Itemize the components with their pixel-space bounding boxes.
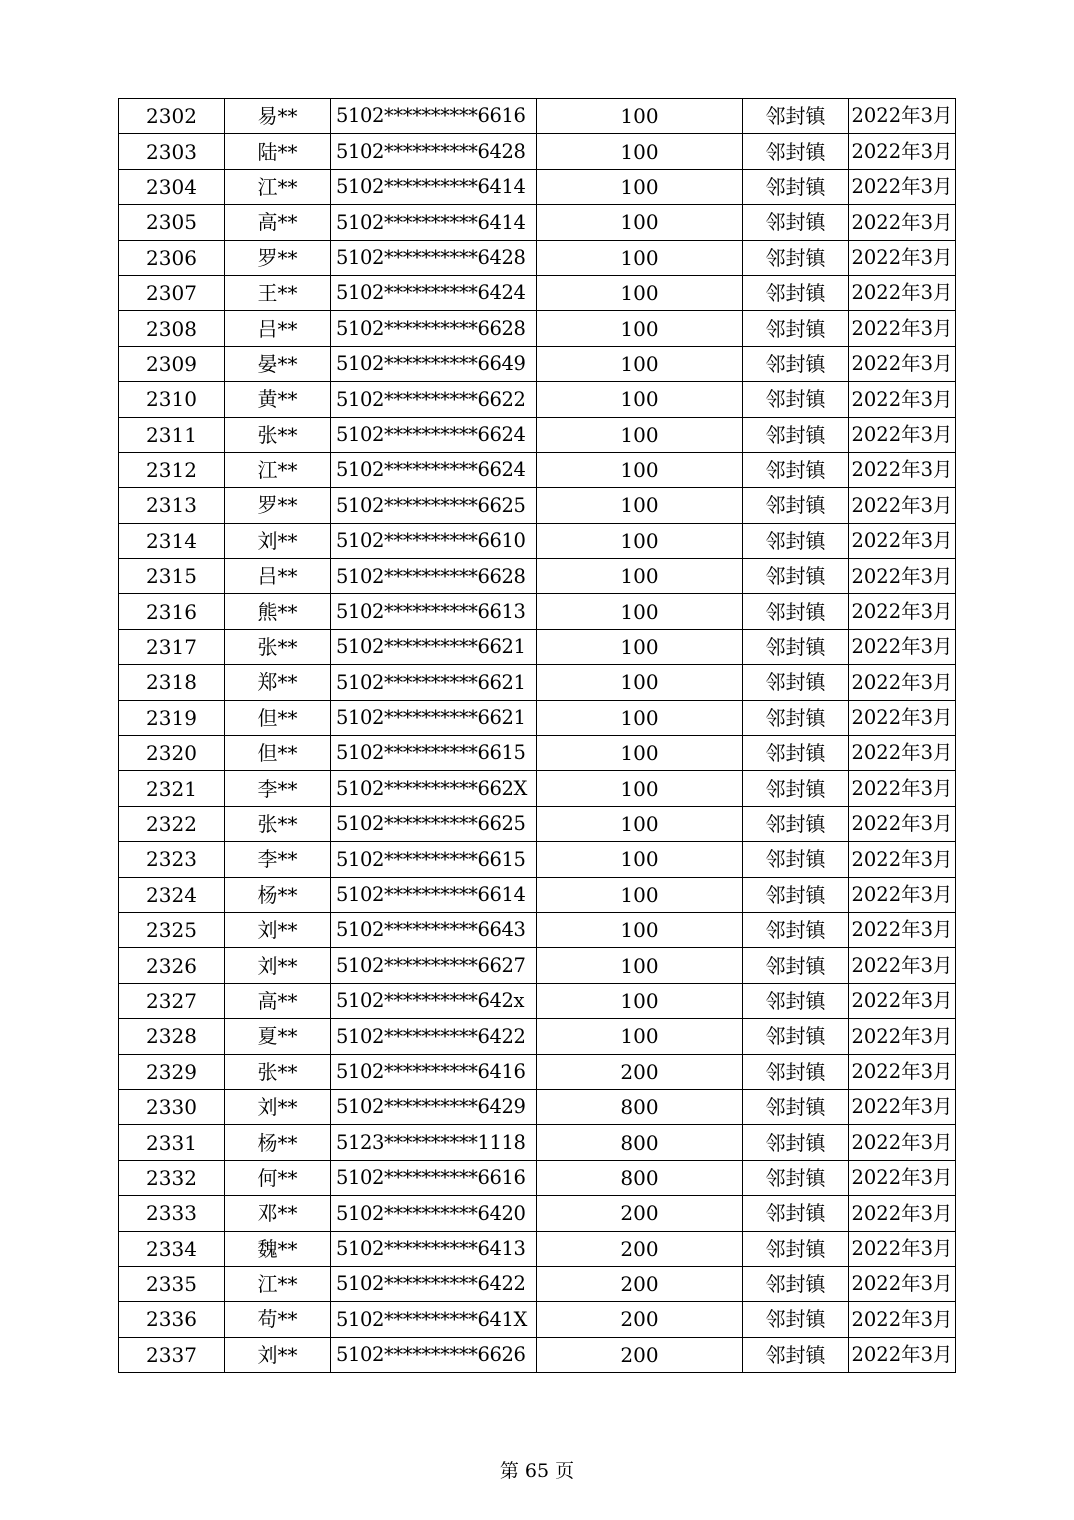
date-cell: 2022年3月 (849, 311, 956, 346)
name-cell: 杨** (225, 877, 331, 912)
date-cell: 2022年3月 (849, 700, 956, 735)
record-table-container (118, 98, 955, 1373)
id-number-cell: 5102**********6610 (331, 523, 537, 558)
name-cell: 李** (225, 771, 331, 806)
id-number-cell: 5102**********6614 (331, 877, 537, 912)
table-row (119, 134, 956, 169)
amount-cell: 100 (537, 700, 743, 735)
town-cell: 邻封镇 (743, 559, 849, 594)
date-cell: 2022年3月 (849, 665, 956, 700)
id-number-cell: 5102**********6615 (331, 842, 537, 877)
serial-number-cell: 2336 (119, 1302, 225, 1337)
name-cell: 吕** (225, 559, 331, 594)
amount-cell: 800 (537, 1089, 743, 1124)
date-cell: 2022年3月 (849, 1054, 956, 1089)
serial-number-cell: 2328 (119, 1019, 225, 1054)
date-cell: 2022年3月 (849, 842, 956, 877)
amount-cell: 200 (537, 1266, 743, 1301)
table-row (119, 240, 956, 275)
name-cell: 郑** (225, 665, 331, 700)
table-row (119, 736, 956, 771)
name-cell: 高** (225, 205, 331, 240)
table-row (119, 169, 956, 204)
table-row (119, 275, 956, 310)
amount-cell: 100 (537, 382, 743, 417)
amount-cell: 200 (537, 1302, 743, 1337)
serial-number-cell: 2331 (119, 1125, 225, 1160)
amount-cell: 800 (537, 1125, 743, 1160)
date-cell: 2022年3月 (849, 594, 956, 629)
table-row (119, 311, 956, 346)
id-number-cell: 5102**********6616 (331, 99, 537, 134)
id-number-cell: 5102**********6616 (331, 1160, 537, 1195)
amount-cell: 100 (537, 806, 743, 841)
name-cell: 张** (225, 1054, 331, 1089)
name-cell: 杨** (225, 1125, 331, 1160)
name-cell: 刘** (225, 1337, 331, 1372)
amount-cell: 100 (537, 417, 743, 452)
serial-number-cell: 2315 (119, 559, 225, 594)
date-cell: 2022年3月 (849, 948, 956, 983)
town-cell: 邻封镇 (743, 1089, 849, 1124)
id-number-cell: 5102**********6615 (331, 736, 537, 771)
date-cell: 2022年3月 (849, 99, 956, 134)
id-number-cell: 5102**********662X (331, 771, 537, 806)
date-cell: 2022年3月 (849, 275, 956, 310)
town-cell: 邻封镇 (743, 594, 849, 629)
table-row (119, 842, 956, 877)
name-cell: 刘** (225, 948, 331, 983)
date-cell: 2022年3月 (849, 1231, 956, 1266)
amount-cell: 100 (537, 948, 743, 983)
amount-cell: 100 (537, 877, 743, 912)
serial-number-cell: 2304 (119, 169, 225, 204)
town-cell: 邻封镇 (743, 275, 849, 310)
date-cell: 2022年3月 (849, 1196, 956, 1231)
name-cell: 但** (225, 736, 331, 771)
amount-cell: 100 (537, 240, 743, 275)
table-row (119, 1231, 956, 1266)
table-row (119, 1054, 956, 1089)
town-cell: 邻封镇 (743, 1196, 849, 1231)
town-cell: 邻封镇 (743, 205, 849, 240)
town-cell: 邻封镇 (743, 523, 849, 558)
serial-number-cell: 2334 (119, 1231, 225, 1266)
amount-cell: 200 (537, 1231, 743, 1266)
serial-number-cell: 2313 (119, 488, 225, 523)
town-cell: 邻封镇 (743, 912, 849, 947)
serial-number-cell: 2319 (119, 700, 225, 735)
table-row (119, 665, 956, 700)
amount-cell: 100 (537, 1019, 743, 1054)
serial-number-cell: 2332 (119, 1160, 225, 1195)
town-cell: 邻封镇 (743, 1125, 849, 1160)
name-cell: 黄** (225, 382, 331, 417)
serial-number-cell: 2302 (119, 99, 225, 134)
amount-cell: 100 (537, 736, 743, 771)
serial-number-cell: 2307 (119, 275, 225, 310)
date-cell: 2022年3月 (849, 523, 956, 558)
date-cell: 2022年3月 (849, 1266, 956, 1301)
id-number-cell: 5102**********6416 (331, 1054, 537, 1089)
town-cell: 邻封镇 (743, 1266, 849, 1301)
serial-number-cell: 2309 (119, 346, 225, 381)
amount-cell: 100 (537, 346, 743, 381)
name-cell: 高** (225, 983, 331, 1018)
name-cell: 刘** (225, 912, 331, 947)
name-cell: 夏** (225, 1019, 331, 1054)
table-row (119, 1089, 956, 1124)
table-row (119, 1019, 956, 1054)
date-cell: 2022年3月 (849, 240, 956, 275)
town-cell: 邻封镇 (743, 983, 849, 1018)
serial-number-cell: 2325 (119, 912, 225, 947)
id-number-cell: 5102**********6422 (331, 1266, 537, 1301)
table-row (119, 559, 956, 594)
name-cell: 吕** (225, 311, 331, 346)
id-number-cell: 5102**********6428 (331, 134, 537, 169)
name-cell: 熊** (225, 594, 331, 629)
id-number-cell: 5102**********6625 (331, 806, 537, 841)
record-table-body (119, 99, 956, 1373)
id-number-cell: 5102**********641X (331, 1302, 537, 1337)
id-number-cell: 5102**********6621 (331, 700, 537, 735)
table-row (119, 205, 956, 240)
id-number-cell: 5102**********642x (331, 983, 537, 1018)
table-row (119, 948, 956, 983)
date-cell: 2022年3月 (849, 771, 956, 806)
town-cell: 邻封镇 (743, 1337, 849, 1372)
id-number-cell: 5102**********6628 (331, 559, 537, 594)
id-number-cell: 5102**********6414 (331, 169, 537, 204)
table-row (119, 1125, 956, 1160)
table-row (119, 488, 956, 523)
date-cell: 2022年3月 (849, 417, 956, 452)
id-number-cell: 5102**********6621 (331, 665, 537, 700)
date-cell: 2022年3月 (849, 1302, 956, 1337)
id-number-cell: 5102**********6424 (331, 275, 537, 310)
id-number-cell: 5102**********6624 (331, 417, 537, 452)
table-row (119, 452, 956, 487)
amount-cell: 200 (537, 1196, 743, 1231)
name-cell: 王** (225, 275, 331, 310)
date-cell: 2022年3月 (849, 877, 956, 912)
date-cell: 2022年3月 (849, 488, 956, 523)
table-row (119, 1337, 956, 1372)
table-row (119, 912, 956, 947)
table-row (119, 700, 956, 735)
date-cell: 2022年3月 (849, 1019, 956, 1054)
town-cell: 邻封镇 (743, 877, 849, 912)
date-cell: 2022年3月 (849, 912, 956, 947)
serial-number-cell: 2335 (119, 1266, 225, 1301)
name-cell: 刘** (225, 1089, 331, 1124)
table-row (119, 1196, 956, 1231)
table-row (119, 806, 956, 841)
serial-number-cell: 2329 (119, 1054, 225, 1089)
id-number-cell: 5102**********6643 (331, 912, 537, 947)
town-cell: 邻封镇 (743, 842, 849, 877)
serial-number-cell: 2310 (119, 382, 225, 417)
serial-number-cell: 2321 (119, 771, 225, 806)
town-cell: 邻封镇 (743, 417, 849, 452)
town-cell: 邻封镇 (743, 806, 849, 841)
town-cell: 邻封镇 (743, 488, 849, 523)
amount-cell: 100 (537, 665, 743, 700)
name-cell: 江** (225, 1266, 331, 1301)
id-number-cell: 5102**********6622 (331, 382, 537, 417)
town-cell: 邻封镇 (743, 1019, 849, 1054)
town-cell: 邻封镇 (743, 99, 849, 134)
amount-cell: 100 (537, 311, 743, 346)
date-cell: 2022年3月 (849, 806, 956, 841)
date-cell: 2022年3月 (849, 983, 956, 1018)
name-cell: 罗** (225, 240, 331, 275)
table-row (119, 771, 956, 806)
amount-cell: 200 (537, 1337, 743, 1372)
amount-cell: 100 (537, 594, 743, 629)
table-row (119, 877, 956, 912)
name-cell: 苟** (225, 1302, 331, 1337)
town-cell: 邻封镇 (743, 1054, 849, 1089)
amount-cell: 100 (537, 983, 743, 1018)
town-cell: 邻封镇 (743, 665, 849, 700)
id-number-cell: 5102**********6649 (331, 346, 537, 381)
amount-cell: 100 (537, 275, 743, 310)
table-row (119, 99, 956, 134)
serial-number-cell: 2322 (119, 806, 225, 841)
serial-number-cell: 2320 (119, 736, 225, 771)
town-cell: 邻封镇 (743, 311, 849, 346)
serial-number-cell: 2308 (119, 311, 225, 346)
table-row (119, 983, 956, 1018)
amount-cell: 100 (537, 559, 743, 594)
date-cell: 2022年3月 (849, 1089, 956, 1124)
name-cell: 罗** (225, 488, 331, 523)
table-row (119, 1266, 956, 1301)
date-cell: 2022年3月 (849, 452, 956, 487)
town-cell: 邻封镇 (743, 771, 849, 806)
serial-number-cell: 2324 (119, 877, 225, 912)
name-cell: 张** (225, 629, 331, 664)
amount-cell: 100 (537, 99, 743, 134)
serial-number-cell: 2311 (119, 417, 225, 452)
serial-number-cell: 2330 (119, 1089, 225, 1124)
id-number-cell: 5102**********6627 (331, 948, 537, 983)
page-number: 第 65 页 (499, 1460, 575, 1482)
serial-number-cell: 2326 (119, 948, 225, 983)
serial-number-cell: 2323 (119, 842, 225, 877)
amount-cell: 100 (537, 488, 743, 523)
date-cell: 2022年3月 (849, 629, 956, 664)
table-row (119, 417, 956, 452)
name-cell: 张** (225, 806, 331, 841)
id-number-cell: 5102**********6624 (331, 452, 537, 487)
id-number-cell: 5102**********6625 (331, 488, 537, 523)
name-cell: 陆** (225, 134, 331, 169)
table-row (119, 629, 956, 664)
name-cell: 但** (225, 700, 331, 735)
id-number-cell: 5123**********1118 (331, 1125, 537, 1160)
serial-number-cell: 2314 (119, 523, 225, 558)
amount-cell: 800 (537, 1160, 743, 1195)
name-cell: 张** (225, 417, 331, 452)
town-cell: 邻封镇 (743, 1160, 849, 1195)
date-cell: 2022年3月 (849, 382, 956, 417)
name-cell: 邓** (225, 1196, 331, 1231)
table-row (119, 523, 956, 558)
town-cell: 邻封镇 (743, 452, 849, 487)
name-cell: 魏** (225, 1231, 331, 1266)
table-row (119, 1302, 956, 1337)
amount-cell: 100 (537, 169, 743, 204)
table-row (119, 346, 956, 381)
name-cell: 易** (225, 99, 331, 134)
date-cell: 2022年3月 (849, 134, 956, 169)
town-cell: 邻封镇 (743, 134, 849, 169)
date-cell: 2022年3月 (849, 346, 956, 381)
serial-number-cell: 2337 (119, 1337, 225, 1372)
amount-cell: 100 (537, 134, 743, 169)
id-number-cell: 5102**********6613 (331, 594, 537, 629)
amount-cell: 200 (537, 1054, 743, 1089)
record-table (118, 98, 956, 1373)
serial-number-cell: 2317 (119, 629, 225, 664)
town-cell: 邻封镇 (743, 1231, 849, 1266)
serial-number-cell: 2327 (119, 983, 225, 1018)
date-cell: 2022年3月 (849, 559, 956, 594)
table-row (119, 1160, 956, 1195)
serial-number-cell: 2305 (119, 205, 225, 240)
id-number-cell: 5102**********6414 (331, 205, 537, 240)
name-cell: 何** (225, 1160, 331, 1195)
date-cell: 2022年3月 (849, 169, 956, 204)
name-cell: 江** (225, 452, 331, 487)
name-cell: 晏** (225, 346, 331, 381)
town-cell: 邻封镇 (743, 629, 849, 664)
date-cell: 2022年3月 (849, 1125, 956, 1160)
amount-cell: 100 (537, 629, 743, 664)
name-cell: 江** (225, 169, 331, 204)
town-cell: 邻封镇 (743, 948, 849, 983)
amount-cell: 100 (537, 842, 743, 877)
amount-cell: 100 (537, 912, 743, 947)
town-cell: 邻封镇 (743, 346, 849, 381)
id-number-cell: 5102**********6422 (331, 1019, 537, 1054)
serial-number-cell: 2312 (119, 452, 225, 487)
id-number-cell: 5102**********6420 (331, 1196, 537, 1231)
id-number-cell: 5102**********6413 (331, 1231, 537, 1266)
id-number-cell: 5102**********6628 (331, 311, 537, 346)
table-row (119, 594, 956, 629)
town-cell: 邻封镇 (743, 240, 849, 275)
town-cell: 邻封镇 (743, 169, 849, 204)
date-cell: 2022年3月 (849, 1337, 956, 1372)
date-cell: 2022年3月 (849, 736, 956, 771)
serial-number-cell: 2316 (119, 594, 225, 629)
amount-cell: 100 (537, 771, 743, 806)
id-number-cell: 5102**********6626 (331, 1337, 537, 1372)
id-number-cell: 5102**********6428 (331, 240, 537, 275)
date-cell: 2022年3月 (849, 1160, 956, 1195)
serial-number-cell: 2333 (119, 1196, 225, 1231)
town-cell: 邻封镇 (743, 736, 849, 771)
town-cell: 邻封镇 (743, 1302, 849, 1337)
amount-cell: 100 (537, 205, 743, 240)
amount-cell: 100 (537, 452, 743, 487)
name-cell: 李** (225, 842, 331, 877)
town-cell: 邻封镇 (743, 700, 849, 735)
table-row (119, 382, 956, 417)
amount-cell: 100 (537, 523, 743, 558)
serial-number-cell: 2306 (119, 240, 225, 275)
town-cell: 邻封镇 (743, 382, 849, 417)
id-number-cell: 5102**********6621 (331, 629, 537, 664)
serial-number-cell: 2318 (119, 665, 225, 700)
date-cell: 2022年3月 (849, 205, 956, 240)
name-cell: 刘** (225, 523, 331, 558)
id-number-cell: 5102**********6429 (331, 1089, 537, 1124)
serial-number-cell: 2303 (119, 134, 225, 169)
